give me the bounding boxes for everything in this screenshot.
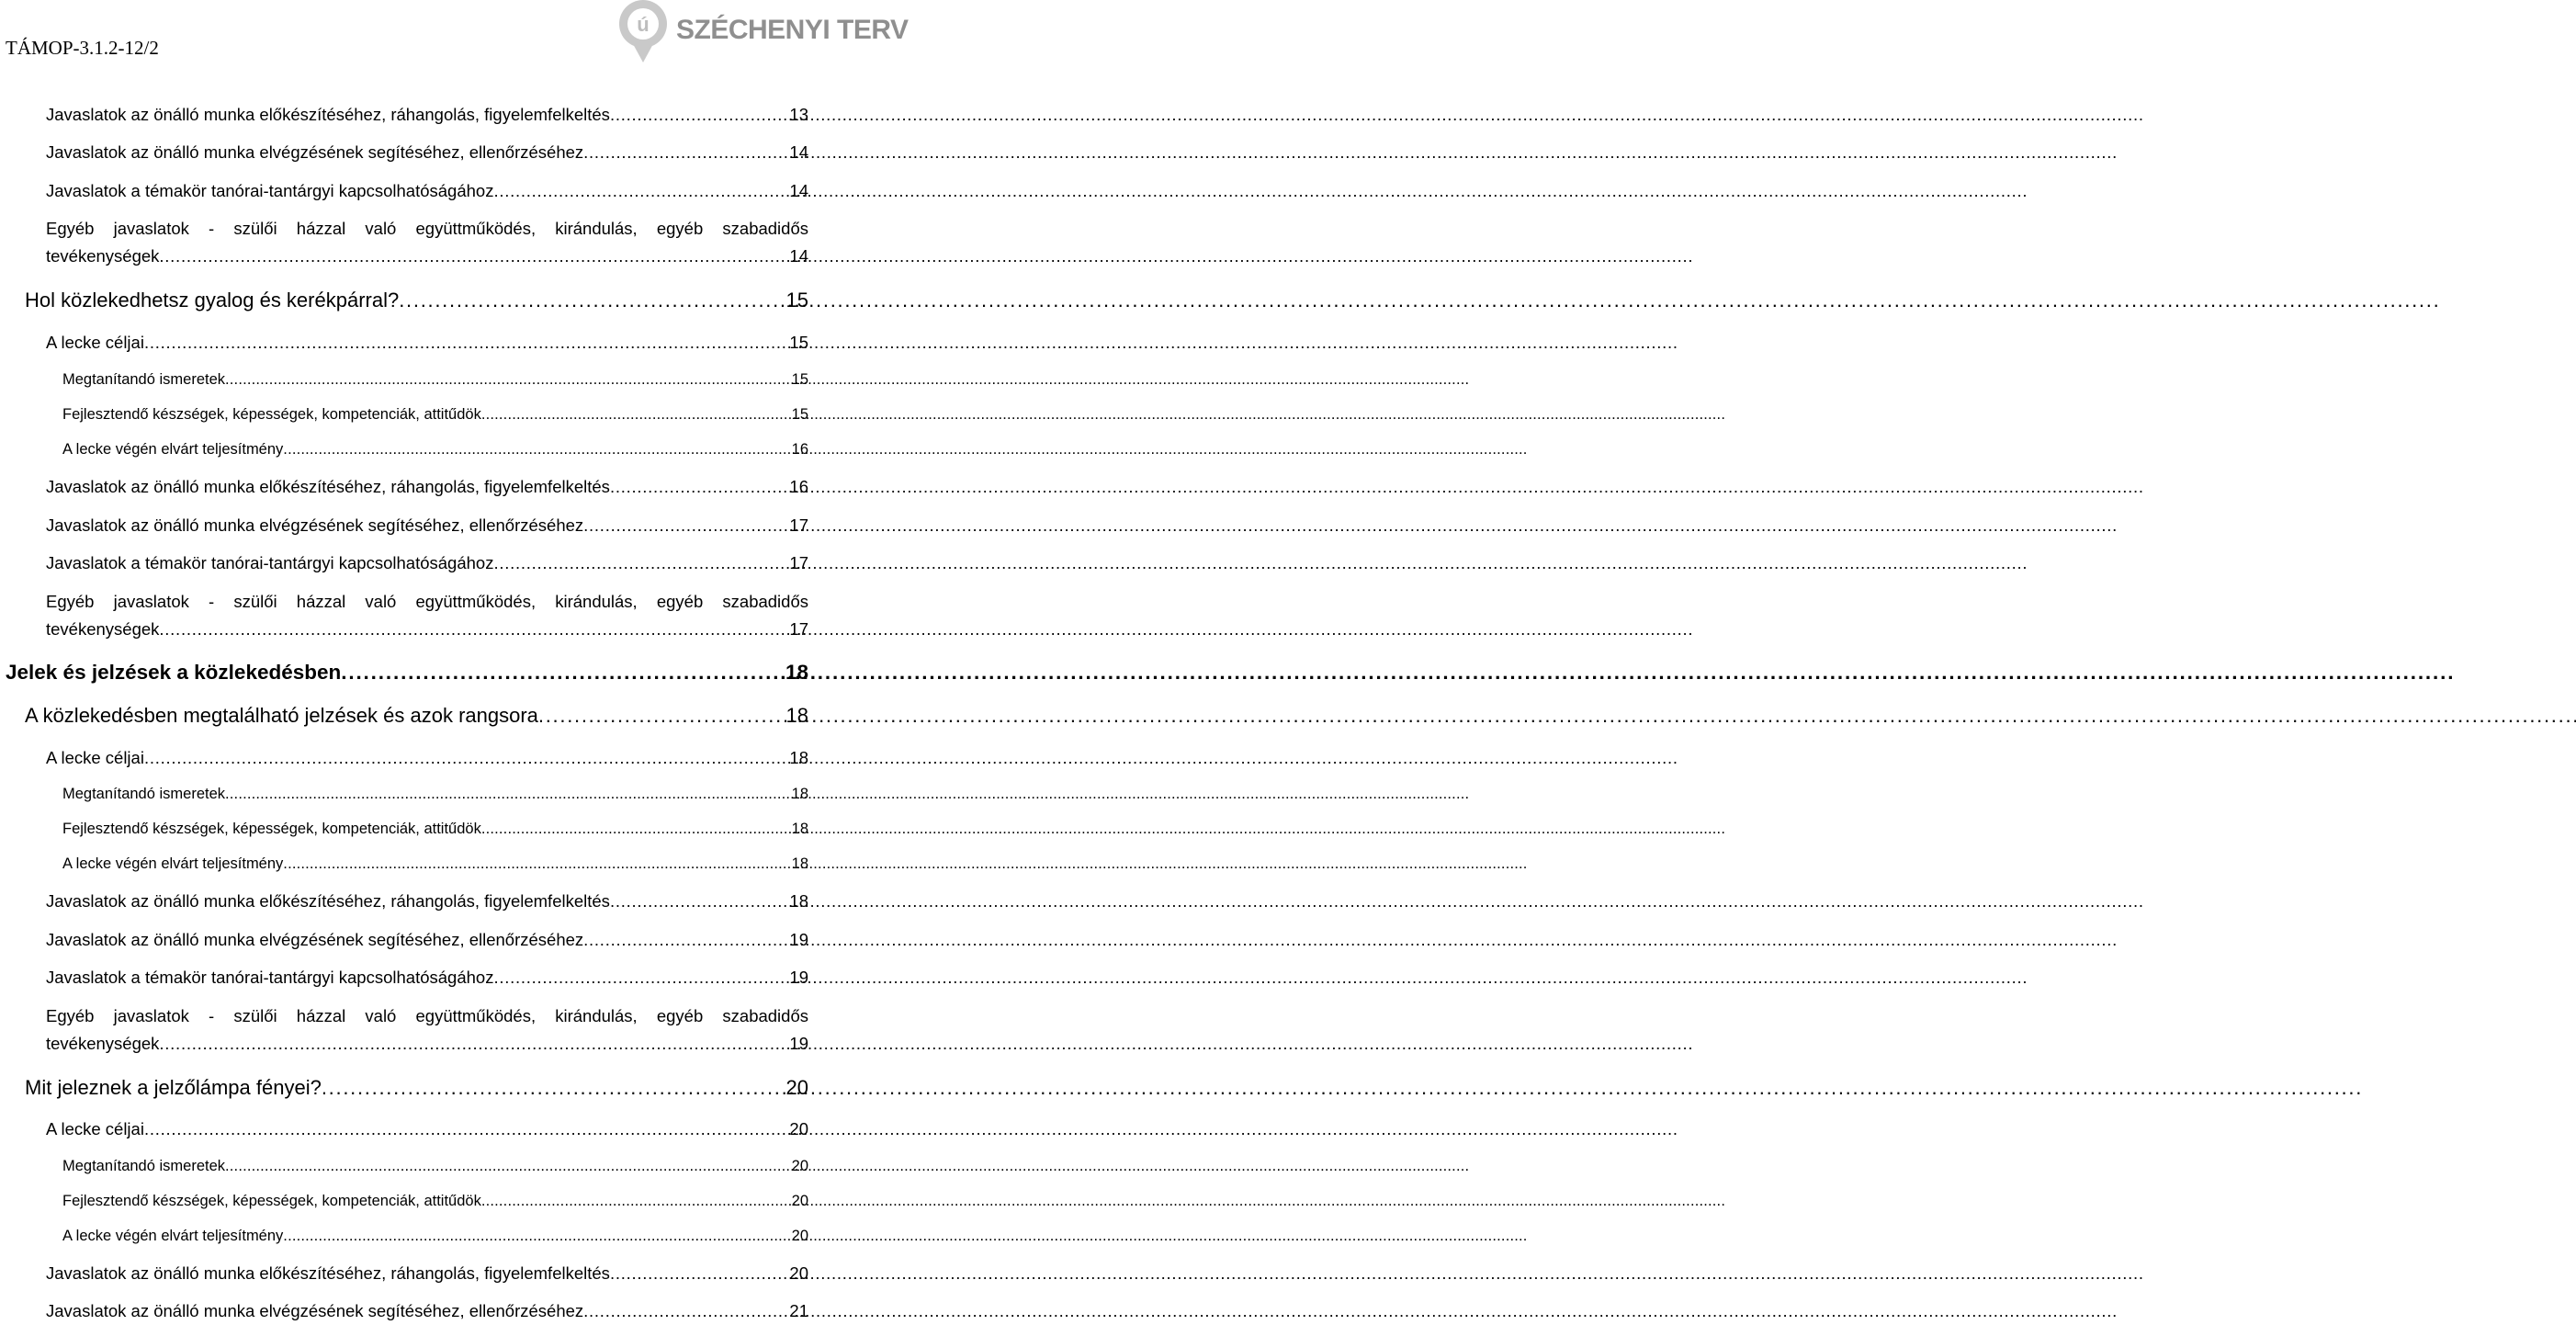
toc-entry-page: 15	[791, 371, 808, 388]
toc-entry-page: 14	[789, 142, 808, 162]
toc-entry[interactable]	[62, 1228, 808, 1245]
toc-entry-chapter[interactable]	[25, 704, 808, 728]
toc-entry-page: 19	[789, 1034, 808, 1053]
toc-entry[interactable]	[46, 1263, 808, 1284]
toc-entry-title-line1: Egyéb javaslatok - szülői házzal való együttműködés, kirándulás, egyéb szabadidős	[46, 219, 808, 238]
toc-entry-title-line1: Egyéb javaslatok - szülői házzal való együttműködés, kirándulás, egyéb szabadidős	[46, 1006, 808, 1025]
toc-entry[interactable]	[62, 371, 808, 389]
toc-entry-page: 20	[791, 1228, 808, 1244]
toc-leader-dots	[610, 891, 787, 912]
toc-leader-dots	[144, 333, 787, 353]
toc-entry[interactable]	[46, 1006, 808, 1054]
toc-leader-dots	[481, 821, 790, 838]
toc-entry-page: 17	[789, 515, 808, 535]
toc-entry-title: Javaslatok az önálló munka előkészítéséhez, ráhangolás, figyelemfelkeltés	[46, 477, 610, 496]
toc-leader-dots	[283, 1228, 789, 1245]
toc-entry-page: 13	[789, 105, 808, 124]
toc-entry[interactable]	[62, 786, 808, 803]
toc-entry-title: Megtanítandó ismeretek	[62, 1158, 226, 1174]
toc-entry-title: A lecke céljai	[46, 748, 144, 767]
toc-entry[interactable]	[62, 855, 808, 873]
toc-entry[interactable]	[62, 821, 808, 838]
toc-entry-title: Javaslatok az önálló munka előkészítéséhez, ráhangolás, figyelemfelkeltés	[46, 1263, 610, 1283]
toc-leader-dots	[610, 1263, 787, 1284]
toc-entry-title: A lecke céljai	[46, 1119, 144, 1138]
toc-entry[interactable]	[46, 333, 808, 353]
toc-entry-title: Javaslatok az önálló munka elvégzésének segítéséhez, ellenőrzéséhez	[46, 930, 584, 949]
toc-entry-page: 16	[789, 477, 808, 496]
toc-entry-page: 18	[791, 855, 808, 872]
toc-leader-dots	[399, 289, 784, 312]
toc-entry-page: 17	[789, 619, 808, 639]
toc-entry[interactable]	[46, 891, 808, 912]
toc-leader-dots	[159, 1034, 787, 1054]
toc-entry[interactable]	[62, 441, 808, 459]
toc-entry-page: 17	[789, 553, 808, 572]
toc-entry-page: 18	[785, 704, 808, 727]
toc-entry-title-line2: tevékenységek	[46, 1034, 160, 1053]
toc-entry-chapter[interactable]	[25, 1076, 808, 1100]
toc-entry-title: Javaslatok az önálló munka elvégzésének segítéséhez, ellenőrzéséhez	[46, 515, 584, 535]
toc-entry[interactable]	[46, 553, 808, 573]
toc-leader-dots	[610, 477, 787, 497]
toc-leader-dots	[493, 181, 787, 201]
toc-leader-dots	[159, 619, 787, 640]
toc-entry-title: A lecke céljai	[46, 333, 144, 352]
toc-leader-dots	[610, 105, 787, 125]
toc-entry-page: 19	[789, 930, 808, 949]
toc-entry-page: 14	[789, 246, 808, 266]
toc-entry[interactable]	[46, 142, 808, 163]
toc-leader-dots	[225, 786, 790, 803]
logo-pin-icon	[614, 0, 674, 64]
toc-leader-dots	[283, 855, 789, 873]
toc-leader-dots	[322, 1076, 785, 1100]
document-code: TÁMOP-3.1.2-12/2	[6, 37, 159, 59]
toc-leader-dots	[493, 968, 787, 988]
toc-entry[interactable]	[46, 968, 808, 988]
toc-entry-title: Fejlesztendő készségek, képességek, kompetenciák, attitűdök	[62, 406, 481, 423]
toc-leader-dots	[583, 930, 787, 950]
toc-leader-dots	[583, 515, 787, 536]
toc-leader-dots	[144, 748, 787, 768]
toc-leader-dots	[144, 1119, 787, 1139]
toc-entry[interactable]	[46, 930, 808, 950]
toc-entry[interactable]	[62, 1193, 808, 1210]
toc-entry-page: 20	[789, 1263, 808, 1283]
toc-entry-title: Megtanítandó ismeretek	[62, 786, 226, 802]
toc-leader-dots	[481, 406, 790, 424]
toc-entry-page: 14	[789, 181, 808, 200]
toc-entry-title: Javaslatok az önálló munka előkészítéséhez, ráhangolás, figyelemfelkeltés	[46, 891, 610, 911]
toc-entry-page: 18	[791, 821, 808, 837]
toc-entry-page: 18	[789, 891, 808, 911]
toc-leader-dots	[283, 441, 789, 459]
toc-leader-dots	[159, 246, 787, 266]
toc-leader-dots	[493, 553, 787, 573]
toc-entry[interactable]	[46, 477, 808, 497]
toc-entry-title: Javaslatok a témakör tanórai-tantárgyi kapcsolhatóságához	[46, 553, 494, 572]
toc-entry-page: 19	[789, 968, 808, 987]
toc-entry-page: 15	[785, 289, 808, 311]
toc-entry-title: Mit jeleznek a jelzőlámpa fényei?	[25, 1076, 322, 1099]
toc-entry-page: 20	[785, 1076, 808, 1099]
toc-entry[interactable]	[46, 515, 808, 536]
toc-entry-page: 20	[791, 1158, 808, 1174]
toc-entry[interactable]	[62, 1158, 808, 1175]
toc-entry-title: Javaslatok a témakör tanórai-tantárgyi kapcsolhatóságához	[46, 968, 494, 987]
toc-entry-title-line1: Egyéb javaslatok - szülői házzal való együttműködés, kirándulás, egyéb szabadidős	[46, 592, 808, 611]
toc-entry-part[interactable]	[6, 661, 808, 685]
toc-entry-page: 15	[789, 333, 808, 352]
toc-entry-title: Jelek és jelzések a közlekedésben	[6, 661, 342, 684]
toc-entry[interactable]	[46, 1119, 808, 1139]
toc-entry-title: Javaslatok az önálló munka előkészítéséhez, ráhangolás, figyelemfelkeltés	[46, 105, 610, 124]
toc-entry-page: 21	[789, 1301, 808, 1320]
toc-entry-title: A közlekedésben megtalálható jelzések és azok rangsora	[25, 704, 538, 727]
toc-entry[interactable]	[46, 592, 808, 640]
toc-entry-chapter[interactable]	[25, 289, 808, 312]
toc-leader-dots	[341, 661, 784, 685]
toc-leader-dots	[225, 1158, 790, 1175]
toc-entry[interactable]	[46, 748, 808, 768]
toc-entry-title: Fejlesztendő készségek, képességek, kompetenciák, attitűdök	[62, 1193, 481, 1209]
toc-leader-dots	[225, 371, 790, 389]
toc-entry-title: A lecke végén elvárt teljesítmény	[62, 441, 284, 458]
logo-text: SZÉCHENYI TERV	[676, 15, 909, 45]
toc-entry-title: Javaslatok az önálló munka elvégzésének segítéséhez, ellenőrzéséhez	[46, 142, 584, 162]
toc-entry-title-line2: tevékenységek	[46, 246, 160, 266]
toc-entry[interactable]	[62, 406, 808, 424]
toc-entry-title: A lecke végén elvárt teljesítmény	[62, 855, 284, 872]
toc-entry-title-line2: tevékenységek	[46, 619, 160, 639]
toc-entry-page: 15	[791, 406, 808, 423]
toc-entry-title: A lecke végén elvárt teljesítmény	[62, 1228, 284, 1244]
toc-entry-page: 18	[785, 661, 808, 684]
toc-entry-title: Javaslatok a témakör tanórai-tantárgyi kapcsolhatóságához	[46, 181, 494, 200]
toc-entry-page: 20	[791, 1193, 808, 1209]
toc-entry-title: Javaslatok az önálló munka elvégzésének segítéséhez, ellenőrzéséhez	[46, 1301, 584, 1320]
toc-entry-title: Fejlesztendő készségek, képességek, kompetenciák, attitűdök	[62, 821, 481, 837]
szechenyi-terv-logo	[614, 0, 909, 64]
toc-leader-dots	[583, 142, 787, 163]
toc-entry-title: Megtanítandó ismeretek	[62, 371, 226, 388]
toc-entry-title: Hol közlekedhetsz gyalog és kerékpárral?	[25, 289, 400, 311]
toc-leader-dots	[538, 704, 785, 728]
toc-entry[interactable]	[46, 105, 808, 125]
toc-entry[interactable]	[46, 219, 808, 266]
toc-entry-page: 20	[789, 1119, 808, 1138]
toc-entry[interactable]	[46, 181, 808, 201]
svg-text:ú: ú	[637, 13, 650, 36]
toc-entry[interactable]	[46, 1301, 808, 1321]
toc-entry-page: 18	[791, 786, 808, 802]
toc-leader-dots	[481, 1193, 790, 1210]
toc-entry-page: 16	[791, 441, 808, 458]
toc-leader-dots	[583, 1301, 787, 1321]
toc-entry-page: 18	[789, 748, 808, 767]
